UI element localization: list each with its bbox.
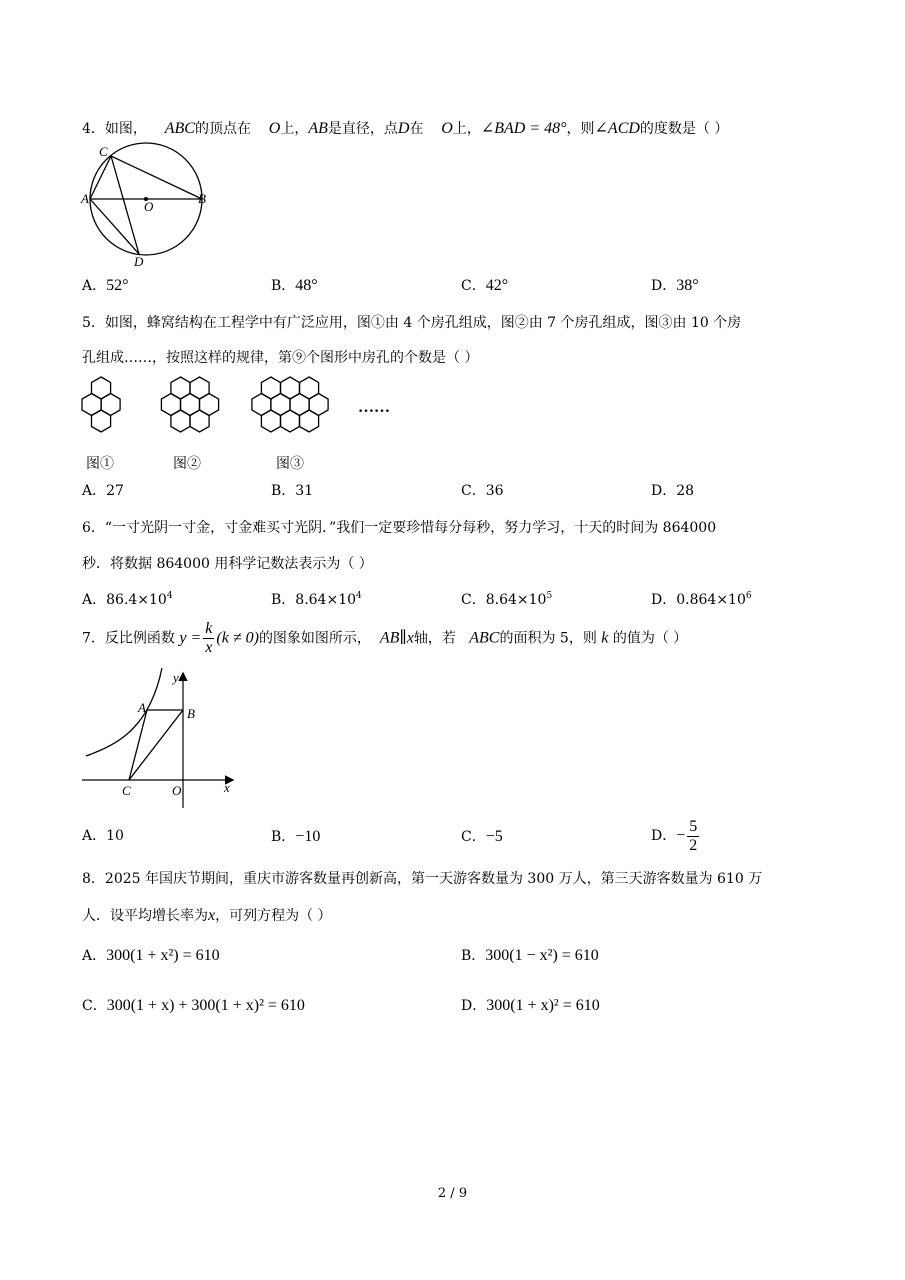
q5-option-a[interactable]: A．27 [82, 483, 124, 499]
label-a: A [138, 700, 146, 715]
q7-option-a[interactable]: A．10 [82, 828, 124, 844]
q6-line-1: 6．“一寸光阴一寸金，寸金难买寸光阴．”我们一定要珍惜每分每秒，努力学习，十天的时间为 864000 [82, 520, 717, 536]
q6-option-b[interactable]: B．$8.64\times 10^4$ [271, 591, 362, 608]
q6-option-c[interactable]: C．$8.64\times 10^5$ [461, 591, 553, 608]
ellipsis: …… [358, 399, 390, 416]
q4-stem: 4．如图， ABC的顶点在 O上，AB是直径，点D在 O上，∠BAD = 48°，则∠ACD的度数是（ ） [82, 120, 729, 137]
q5-line-2: 孔组成……，按照这样的规律，第⑨个图形中房孔的个数是（ ） [82, 350, 479, 366]
segment-ca [129, 710, 147, 780]
segment-cb [129, 710, 183, 780]
segment-cd [111, 156, 139, 254]
fraction-5-over-2: $\frac{5}{2}$ [689, 817, 698, 854]
q8-option-b[interactable]: B．300(1 − x²) = 610 [461, 947, 599, 964]
label-b: B [187, 706, 195, 721]
label-c: C [122, 783, 131, 798]
q4-circle-figure [80, 140, 220, 270]
honeycomb-cells [82, 377, 328, 432]
honeycomb-cell [92, 410, 111, 432]
honeycomb-cell [300, 410, 319, 432]
label-c: C [99, 144, 108, 159]
segment-ac [90, 156, 111, 199]
label-d: D [134, 254, 144, 269]
q7-option-b[interactable]: B．−10 [271, 828, 321, 845]
q4-option-c[interactable]: C．42° [461, 277, 509, 294]
label-y: y [173, 670, 179, 685]
label-o: O [172, 783, 182, 798]
label-b: B [198, 191, 206, 206]
q5-option-b[interactable]: B．31 [271, 483, 314, 499]
q8-option-a[interactable]: A．300(1 + x²) = 610 [82, 947, 220, 964]
honeycomb-cell [281, 410, 300, 432]
hyperbola-branch [86, 668, 162, 756]
honeycomb-figures [78, 372, 418, 447]
label-o: O [144, 199, 154, 214]
caption-fig-1: 图① [86, 456, 114, 472]
honeycomb-cell [190, 410, 209, 432]
q5-option-d[interactable]: D．28 [651, 483, 695, 499]
page-number: 2 / 9 [437, 1186, 468, 1201]
honeycomb-cell [171, 410, 190, 432]
q4-option-d[interactable]: D．38° [651, 277, 699, 294]
q8-option-d[interactable]: D．300(1 + x)² = 610 [461, 997, 600, 1014]
q6-option-d[interactable]: D．$0.864\times 10^6$ [651, 591, 752, 608]
q5-option-c[interactable]: C．36 [461, 483, 504, 499]
q8-line-2: 人．设平均增长率为x，可列方程为（ ） [82, 907, 332, 924]
q7-stem: 7．反比例函数 y = $\frac{k}{x}$ (k ≠ 0)的图象如图所示， AB∥x轴，若 ABC的面积为 5，则 k 的值为（ ） [82, 620, 688, 656]
q7-graph-figure [80, 668, 240, 813]
q8-option-c[interactable]: C．300(1 + x) + 300(1 + x)² = 610 [82, 997, 305, 1014]
label-x: x [224, 780, 230, 795]
q7-option-c[interactable]: C．−5 [461, 828, 503, 845]
fraction-k-over-x: $\frac{k}{x}$ [205, 620, 213, 656]
honeycomb-cell [261, 410, 280, 432]
caption-fig-3: 图③ [276, 456, 304, 472]
q5-line-1: 5．如图，蜂窝结构在工程学中有广泛应用，图①由 4 个房孔组成，图②由 7 个房孔组成，图③由 10 个房 [82, 315, 742, 331]
q6-line-2: 秒．将数据 864000 用科学记数法表示为（ ） [82, 556, 373, 572]
q4-option-a[interactable]: A．52° [82, 277, 129, 294]
label-a: A [81, 191, 89, 206]
q8-line-1: 8．2025 年国庆节期间，重庆市游客数量再创新高，第一天游客数量为 300 万人，第三天游客数量为 610 万 [82, 871, 763, 887]
caption-fig-2: 图② [173, 456, 201, 472]
q7-option-d[interactable]: D．− $\frac{5}{2}$ [651, 817, 698, 854]
q4-option-b[interactable]: B．48° [271, 277, 318, 294]
q6-option-a[interactable]: A．$86.4\times 10^4$ [82, 591, 173, 608]
